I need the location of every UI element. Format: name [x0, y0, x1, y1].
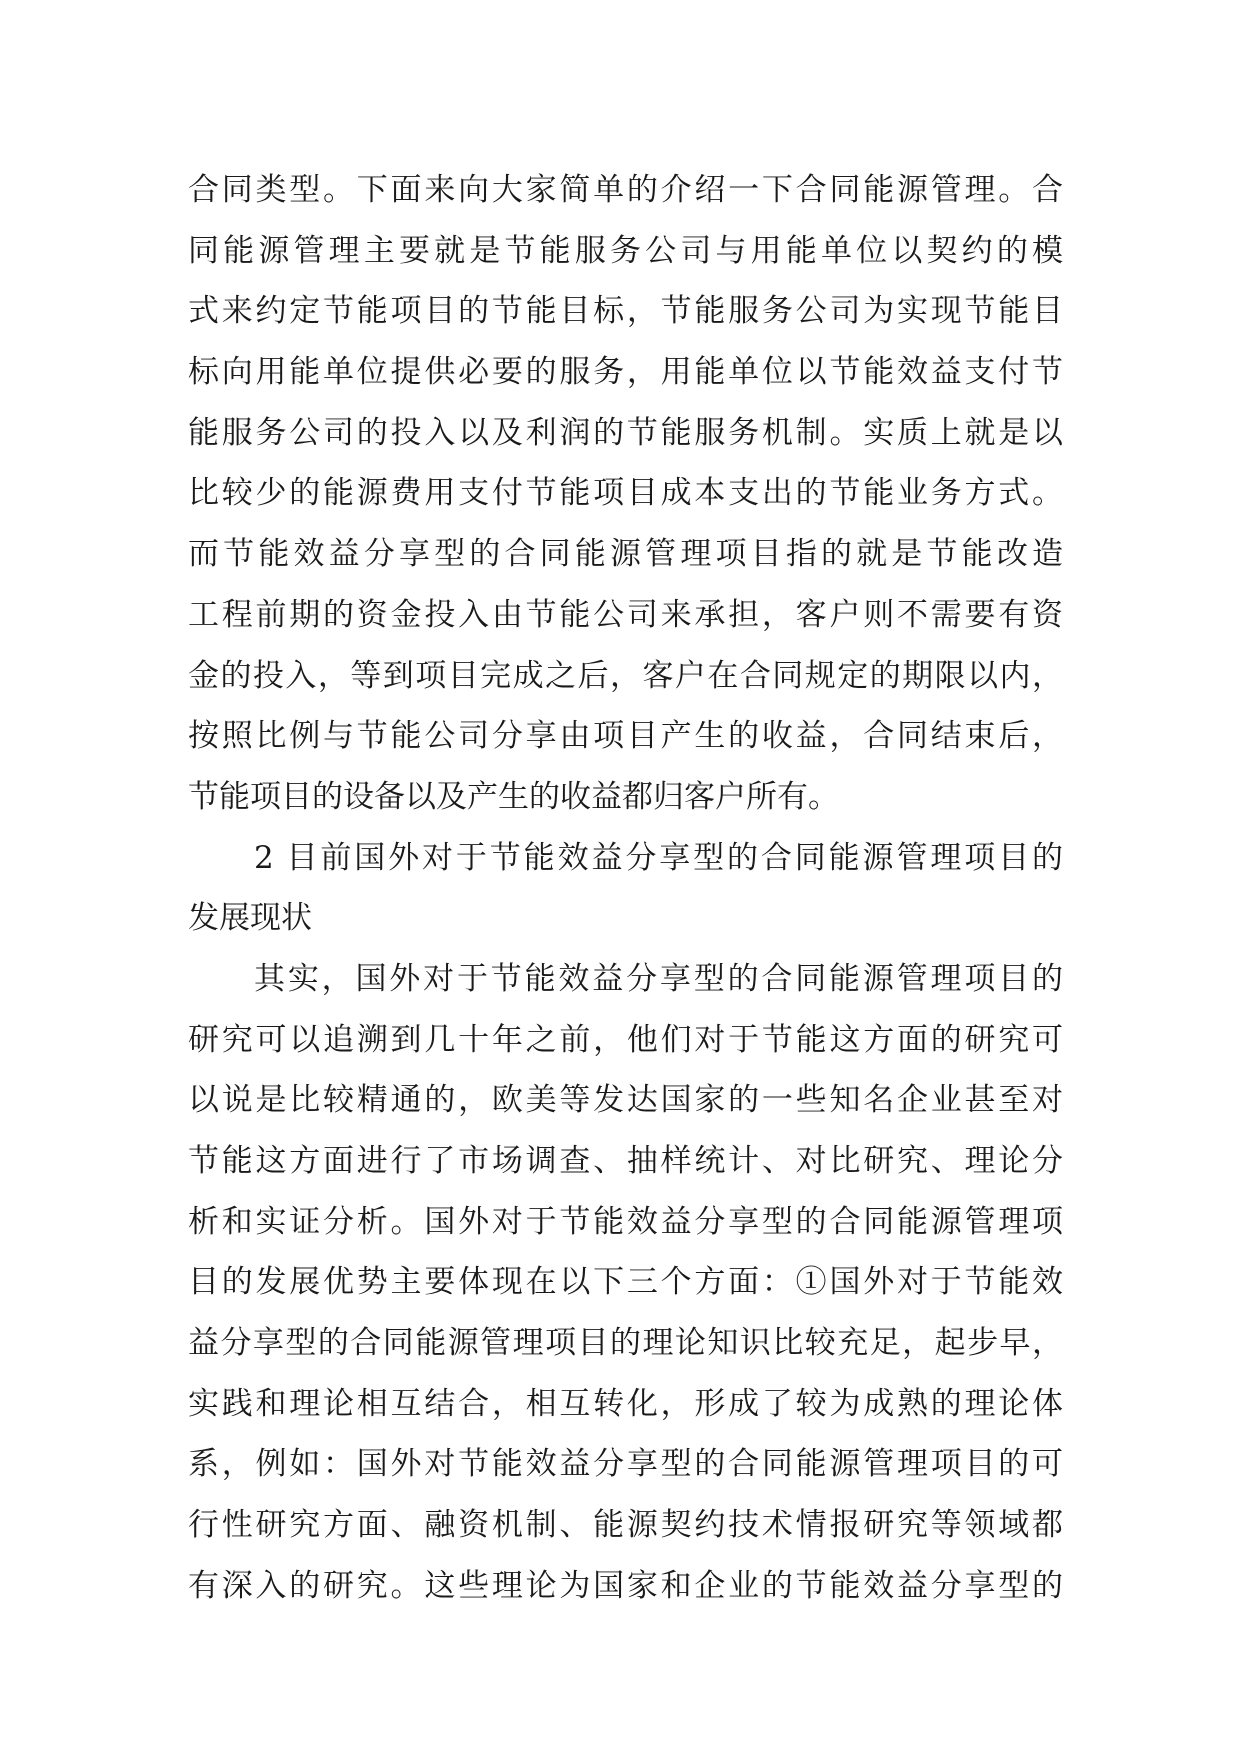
- text-line: 有深入的研究。这些理论为国家和企业的节能效益分享型的: [188, 1567, 1063, 1604]
- text-line: 系，例如：国外对节能效益分享型的合同能源管理项目的可: [188, 1446, 1063, 1483]
- text-line: 节能项目的设备以及产生的收益都归客户所有。: [188, 778, 839, 815]
- text-line: 而节能效益分享型的合同能源管理项目指的就是节能改造: [188, 536, 1063, 573]
- text-line: 同能源管理主要就是节能服务公司与用能单位以契约的模: [188, 232, 1063, 269]
- text-line: 按照比例与节能公司分享由项目产生的收益，合同结束后，: [188, 718, 1063, 755]
- text-line: 目的发展优势主要体现在以下三个方面：①国外对于节能效: [188, 1264, 1063, 1301]
- text-line: 金的投入，等到项目完成之后，客户在合同规定的期限以内，: [188, 657, 1063, 694]
- text-line: 实践和理论相互结合，相互转化，形成了较为成熟的理论体: [188, 1385, 1063, 1422]
- text-line: 以说是比较精通的，欧美等发达国家的一些知名企业甚至对: [188, 1082, 1063, 1119]
- text-line: 比较少的能源费用支付节能项目成本支出的节能业务方式。: [188, 475, 1063, 512]
- text-line: 研究可以追溯到几十年之前，他们对于节能这方面的研究可: [188, 1021, 1063, 1058]
- text-line: 节能这方面进行了市场调查、抽样统计、对比研究、理论分: [188, 1143, 1063, 1179]
- text-line: 析和实证分析。国外对于节能效益分享型的合同能源管理项: [188, 1203, 1063, 1240]
- text-line: 标向用能单位提供必要的服务，用能单位以节能效益支付节: [188, 354, 1063, 391]
- text-line: 合同类型。下面来向大家简单的介绍一下合同能源管理。合: [188, 172, 1063, 208]
- text-line: 式来约定节能项目的节能目标，节能服务公司为实现节能目: [188, 293, 1063, 330]
- text-line: 其实，国外对于节能效益分享型的合同能源管理项目的: [254, 960, 1063, 997]
- text-line: 2 目前国外对于节能效益分享型的合同能源管理项目的: [254, 839, 1063, 876]
- text-line: 工程前期的资金投入由节能公司来承担，客户则不需要有资: [188, 596, 1063, 633]
- text-line: 行性研究方面、融资机制、能源契约技术情报研究等领域都: [188, 1507, 1063, 1544]
- text-line: 发展现状: [188, 900, 312, 937]
- text-line: 益分享型的合同能源管理项目的理论知识比较充足，起步早，: [188, 1325, 1063, 1362]
- text-line: 能服务公司的投入以及利润的节能服务机制。实质上就是以: [188, 414, 1063, 451]
- body-text: [188, 160, 1063, 1617]
